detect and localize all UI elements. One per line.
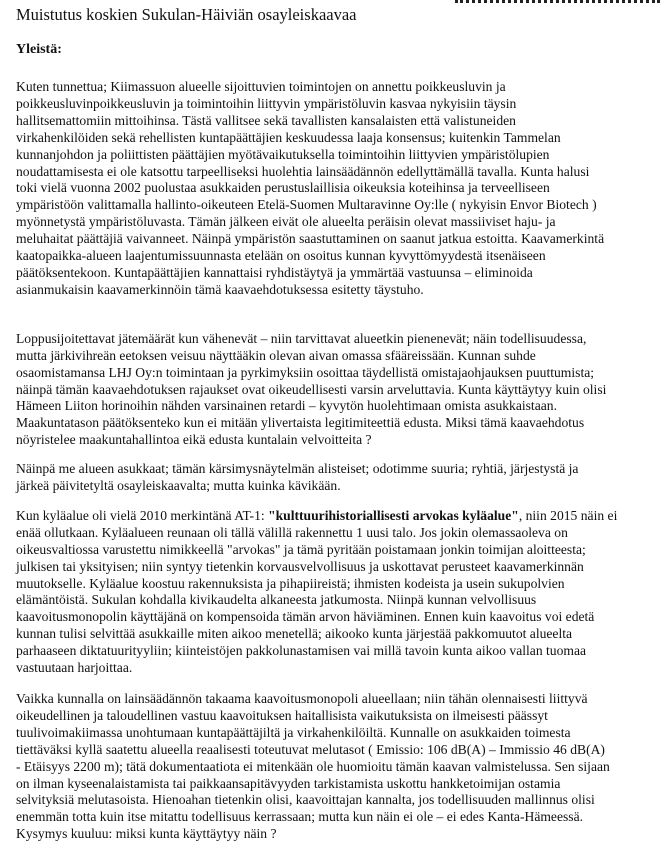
text-line: kaavoitusmonopolin käyttäjänä on kompensoida tämän arvon häviäminen. Ennen kuin kaavoitus voi edetä (16, 609, 595, 625)
text-line: elämäntöistä. Sukulan kohdalla kivikaudelta alkaneesta jatkumosta. Niinpä kunnan velvollisuus (16, 592, 537, 608)
text-line: oikeusvaltiossa varustettu nimikkeellä "arvokas" ja tämä pyritään poistamaan jonkin toimijan aloitteesta; (16, 541, 586, 557)
text-line: enemmän totta kuin itse mitattu todellisuus kerrassaan; mutta kun näin ei ole – ei edes Kanta-Hämeessä. (16, 809, 584, 825)
text-line: julkisen tai yksityisen; niin syntyy tietenkin korvausvelvollisuus ja uskottavat perusteet kaavamerkinnän (16, 558, 584, 574)
paragraph-5 (16, 691, 654, 843)
text-line: myönnetystä ympäristöluvasta. Tämän jälkeen eivät ole alueelta peräisin olevat massiiviset haju- ja (16, 214, 556, 230)
text-line: Kuten tunnettua; Kiimassuon alueelle sijoittuvien toimintojen on annettu poikkeusluvin ja (16, 79, 506, 94)
text-line: enää ollutkaan. Kyläalueen reunaan oli tällä välillä rakennettu 1 uusi talo. Jos jokin olemassaoleva on (16, 524, 568, 540)
text-line: tiettäväksi kyllä saatettu alueella reaalisesti toteutuvat melutasot ( Emissio: 106 dB(A) – Immissio 46 dB(A) (16, 741, 605, 757)
text-line: Näinpä me alueen asukkaat; tämän kärsimysnäytelmän alisteiset; odotimme suuria; ryhtiä, järjestystä ja (16, 461, 579, 477)
text-line: noudattamisesta ei ole katsottu tarpeelliseksi huolehtia lainsäädännön edellyttämällä tavalla. Kunta halusi (16, 163, 590, 179)
text-line: parhaaseen diktatuurityyliin; kiinteistöjen pakkolunastamisen vai millä tavoin kunta aikoo vallan tuomaa (16, 643, 587, 659)
text-line: selvityksiä melutasoista. Hienoahan tietenkin olisi, kaavoittajan kannalta, jos todellisuuden mallinnus olisi (16, 792, 595, 808)
text-line: osaomistamansa LHJ Oy:n toimintaan ja pyrkimyksiin osoittaa täydellistä omistajaohjauksen puuttumista; (16, 364, 595, 380)
text-line: oikeudellinen ja taloudellinen vastuu kaavoituksen haitallisista vaikutuksista on ilmeisesti päässyt (16, 707, 548, 723)
text-line: Vaikka kunnalla on lainsäädännön takaama kaavoitusmonopoli alueellaan; niin tähän olennaisesti liittyvä (16, 691, 588, 706)
text-line-mixed (16, 508, 654, 525)
text-line: muutokselle. Kyläalue koostuu rakennuksista ja pihapiireistä; ihmisten kodeista ja usein sukupolvien (16, 575, 565, 591)
text-line: toki vielä vuonna 2002 puolustaa asukkaiden perustuslaillisia oikeuksia koteihinsa ja terveelliseen (16, 180, 550, 196)
text-line: mutta järkivihreän eetoksen veisuu näyttääkin olevan aivan omassa sfääreissään. Kunnan suhde (16, 347, 536, 363)
section-heading: Yleistä: (16, 42, 62, 57)
text-line: on ilman kyseenalaistamista tai paikkaansapitävyyden tarkistamista uskottu hankketoimijan ostamia (16, 775, 561, 791)
text-line: Kysymys kuuluu: miksi kunta käyttäytyy näin ? (16, 826, 277, 842)
text-line: päätöksentekoon. Kuntapäättäjien kannattaisi ryhdistäytyä ja ymmärtää vastuunsa – eliminoida (16, 264, 533, 280)
text-line: virkahenkilöiden sekä rehellisten kuntapäättäjien keskuudessa laaja konsensus; kuitenkin Tammelan (16, 129, 561, 145)
document-page (16, 4, 654, 843)
text-run: , niin 2015 näin ei (518, 507, 618, 523)
text-line: meluhaitat päättäjiä vaivanneet. Näinpä ympäristön saastuttaminen on saanut jatkua estoitta. Kaavamerkintä (16, 231, 605, 247)
text-line: kunnan tulisi selvittää asukkaille miten aikoo menetellä; aikooko kunta järjestää pakkomuutot alueelta (16, 626, 573, 642)
text-line: Hämeen Liiton horinoihin nähden varsinainen retardi – kyvytön huolehtimaan omista asukkaistaan. (16, 398, 557, 414)
text-line: järkeä päivitetyltä osayleiskaavalta; mutta kuinka kävikään. (16, 478, 341, 494)
text-line: asianmukaisin kaavamerkinnöin tämä kaavaehdotuksessa esitetty täystuho. (16, 281, 424, 297)
paragraph-1 (16, 79, 654, 299)
text-line: ympäristöön valittamalla hallinto-oikeuteen Etelä-Suomen Multaravinne Oy:lle ( nykyisin Envor Biotech ) (16, 197, 597, 213)
text-line: poikkeusluvinpoikkeusluvin ja toimintoihin liittyvin ympäristöluvin kasvaa nykyisiin täysin (16, 95, 517, 111)
text-line: Maakuntatason päätöksenteko kun ei mitään ylivertaista legitimiteettiä edusta. Miksi tämä kaavaehdotus (16, 415, 585, 431)
document-title: Muistutus koskien Sukulan-Häiviän osayleiskaavaa (16, 5, 357, 24)
text-line: kaatopaikka-alueen laajentumissuunnasta etelään on osoitus kunnan kyvyttömyydestä itsenäiseen (16, 248, 546, 264)
paragraph-2 (16, 331, 654, 449)
text-line: näinpä tämän kaavaehdotuksen rajaukset ovat oikeudellisesti varsin arveluttavia. Kunta käyttäytyy kuin olisi (16, 381, 607, 397)
text-line: - Etäisyys 2200 m); tätä dokumentaatiota ei mitenkään ole huomioitu tämän kaavan valmistelussa. Sen sijaan (16, 758, 610, 774)
paragraph-4 (16, 508, 654, 677)
text-line: kunnanjohdon ja poliittisten päättäjien myötävaikutuksella toimintoihin liittyvien ympäristölupien (16, 146, 550, 162)
text-line: nöyristelee maakuntahallintoa eikä edusta kuntalain velvoitteita ? (16, 432, 372, 448)
paragraph-3 (16, 461, 654, 495)
text-line: vastuutaan harjoittaa. (16, 660, 133, 676)
emphasis-quote: "kulttuurihistoriallisesti arvokas kyläalue" (268, 507, 519, 523)
text-line: hallitsemattomiin mittoihinsa. Tästä vallitsee sekä tavallisten kansalaisten että valistuneiden (16, 112, 516, 128)
text-run: Kun kyläalue oli vielä 2010 merkintänä AT-1: (16, 507, 269, 523)
text-line: Loppusijoitettavat jätemäärät kun vähenevät – niin tarvittavat alueetkin pienenevät; näin todellisuudessa, (16, 330, 587, 346)
text-line: tuulivoimakiimassa unohtumaan kuntapäättäjiltä ja virkahenkilöiltä. Kunnalle on asukkaiden toimesta (16, 724, 571, 740)
